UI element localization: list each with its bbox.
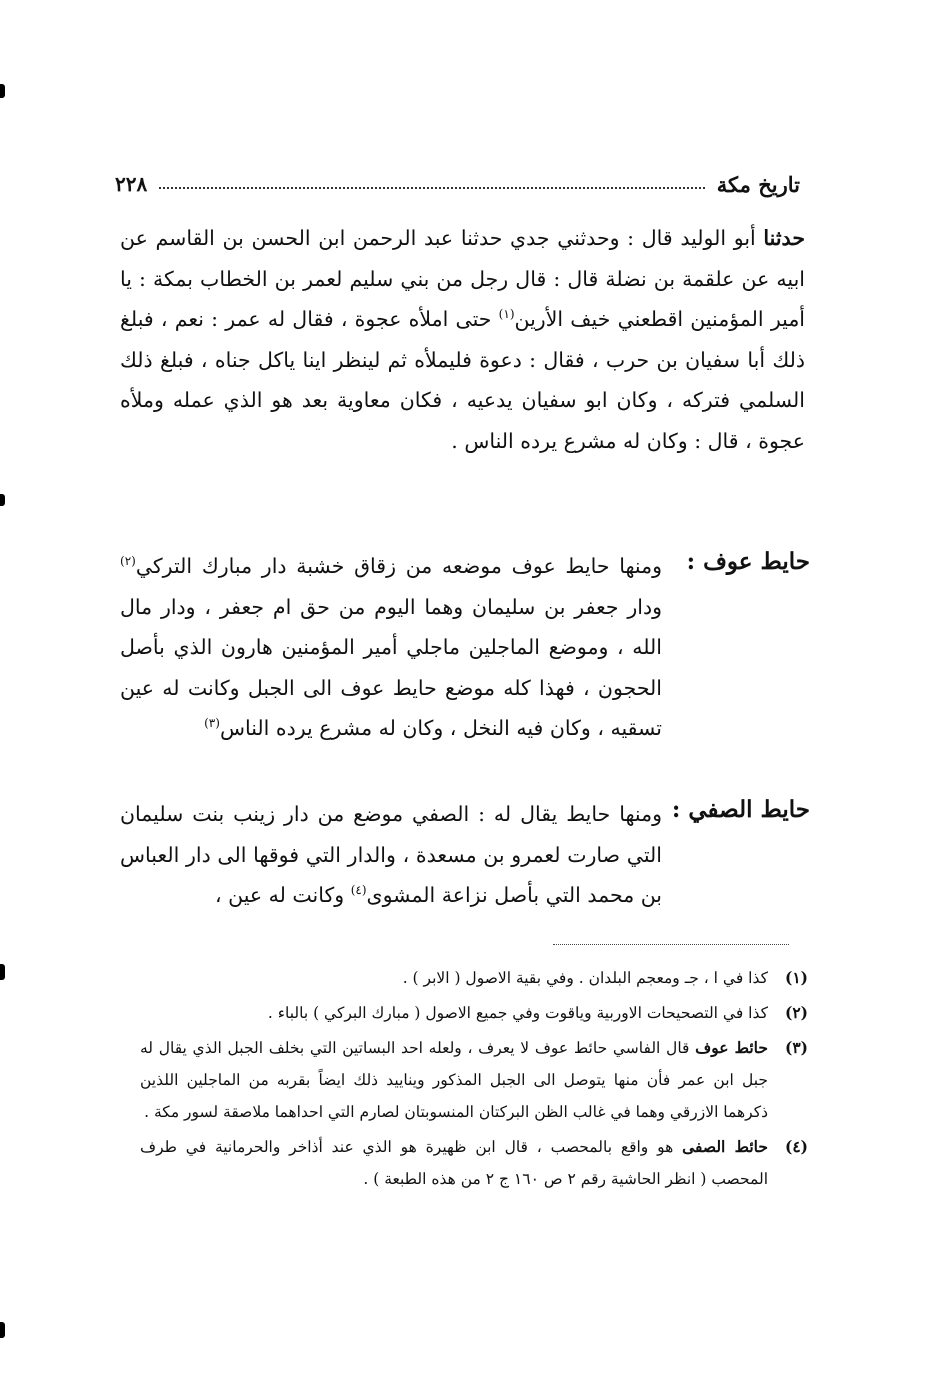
footnote-number: (٣) <box>784 1038 808 1057</box>
entry-heading: حايط الصفي : <box>671 796 810 823</box>
footnote-ref: (٤) <box>350 883 367 898</box>
footnote-ref: (٣) <box>204 716 220 731</box>
header-dotted-leader <box>159 187 705 189</box>
paragraph-hadith <box>120 218 810 461</box>
footnote-body: هو واقع بالمحصب ، قال ابن ظهيرة هو الذي عند أذاخر والحرمانية في طرف المحصب ( انظر الحاشية رقم ٢ ص ١٦٠ ج ٢ من هذه الطبعة ) . <box>140 1138 768 1188</box>
paragraph-text-part: أبو الوليد قال : وحدثني جدي حدثنا عبد الرحمن ابن الحسن بن القاسم عن ابيه عن علقمة بن نضلة قال : قال رجل من بني سليم لعمر بن الخطاب بمكة : يا أمير المؤمنين اقطعني خيف الأرين <box>120 226 805 331</box>
footnote-text <box>140 1131 768 1195</box>
entry-hait-safi <box>120 794 810 916</box>
footnote-item <box>140 1131 808 1195</box>
entry-text-part: ومنها حايط عوف موضعه من زقاق خشبة دار مبارك التركي <box>135 554 662 578</box>
footnote-text <box>140 1032 768 1128</box>
footnote-item <box>140 962 808 994</box>
entry-text-part: وكانت له عين ، <box>215 883 345 907</box>
paragraph-text-part: حتى املأه عجوة ، فقال له عمر : نعم ، فبلغ ذلك أبا سفيان بن حرب ، فقال : دعوة فليملأه ثم لينظر اينا ياكل جناه ، فبلغ ذلك السلمي فتركه ، وكان ابو سفيان يدعيه ، فكان معاوية بعد هو الذي عمله وملأه عجوة ، قال : وكان له مشرع يرده الناس . <box>120 307 805 453</box>
footnote-text: كذا في التصحيحات الاوربية وياقوت وفي جميع الاصول ( مبارك البركي ) بالباء . <box>267 1004 768 1022</box>
page-number: ٢٢٨ <box>115 172 148 196</box>
paragraph-text <box>120 218 805 461</box>
running-title: تاريخ مكة <box>716 171 800 197</box>
footnote-lead: حائط الصفى <box>682 1137 768 1156</box>
paragraph-lead-word: حدثنا <box>763 226 805 250</box>
footnote-number: (١) <box>784 968 808 987</box>
footnote-item <box>140 1032 808 1128</box>
footnote-separator <box>553 944 789 945</box>
footnote-item <box>140 997 808 1029</box>
footnote-body: قال الفاسي حائط عوف لا يعرف ، ولعله احد البساتين التي بخلف الجبل الذي يقال له جبل ابن عمر فأن منها يتوصل الى الجبل المذكور ويناييد ذلك ايضاً بقربه من الماجلين اللذين ذكرهما الازرقي وهما في غالب الظن البركتان المنسوبتان لصارم التي احداهما ملاصقة لسور مكة . <box>140 1039 768 1121</box>
footnote-number: (٢) <box>784 1003 808 1022</box>
entry-hait-awf <box>120 546 810 749</box>
running-header <box>115 166 800 202</box>
footnote-ref: (٢) <box>120 554 136 569</box>
footnote-lead: حائط عوف <box>695 1038 768 1057</box>
footnotes <box>140 962 808 1198</box>
footnote-number: (٤) <box>784 1137 808 1156</box>
entry-text <box>120 794 662 916</box>
entry-text <box>120 546 662 749</box>
footnote-ref: (١) <box>498 307 515 322</box>
entry-heading: حايط عوف : <box>686 548 810 575</box>
entry-text-part: ومنها حايط يقال له : الصفي موضع من دار زينب بنت سليمان التي صارت لعمرو بن مسعدة ، والدار التي فوقها الى دار العباس بن محمد التي بأصل نزاعة المشوى <box>120 802 662 907</box>
entry-text-part: ودار جعفر بن سليمان وهما اليوم من حق ام جعفر ، ودار مال الله ، وموضع الماجلين ماجلي أمير المؤمنين هارون الذي بأصل الحجون ، فهذا كله موضع حايط عوف الى الجبل وكانت له عين تسقيه ، وكان فيه النخل ، وكان له مشرع يرده الناس <box>120 594 662 740</box>
footnote-text: كذا في ا ، جـ ومعجم البلدان . وفي بقية الاصول ( الابر ) . <box>402 969 768 987</box>
